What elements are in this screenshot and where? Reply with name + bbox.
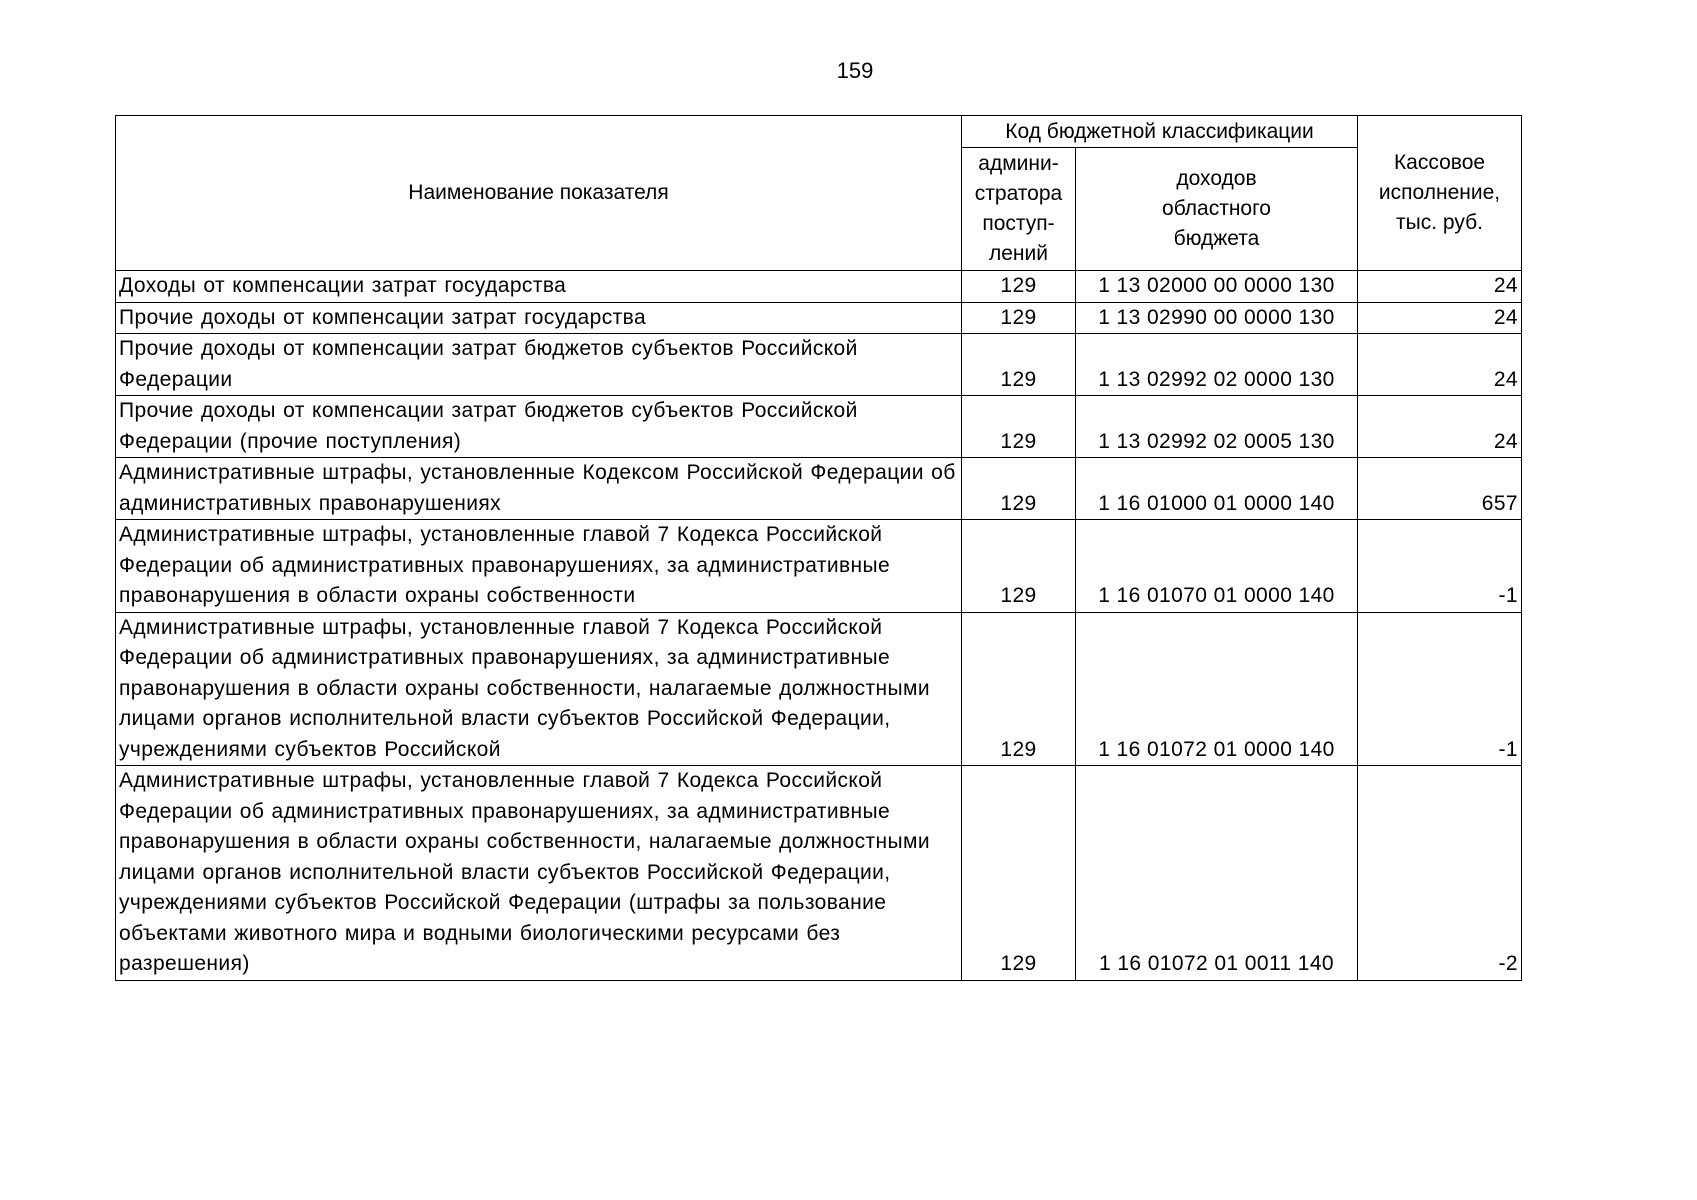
- row-admin: 129: [962, 612, 1076, 766]
- row-name: Административные штрафы, установленные главой 7 Кодекса Российской Федерации об административных правонарушениях, за административные правонарушения в области охраны собственности: [116, 520, 962, 613]
- table-row: [116, 302, 1522, 334]
- row-code: 1 16 01000 01 0000 140: [1076, 458, 1358, 520]
- row-amount: -2: [1358, 766, 1522, 981]
- row-amount: 24: [1358, 302, 1522, 334]
- table-row: [116, 766, 1522, 981]
- row-code: 1 16 01070 01 0000 140: [1076, 520, 1358, 613]
- row-name: Административные штрафы, установленные Кодексом Российской Федерации об административных правонарушениях: [116, 458, 962, 520]
- row-admin: 129: [962, 766, 1076, 981]
- row-admin: 129: [962, 520, 1076, 613]
- row-admin: 129: [962, 302, 1076, 334]
- row-name: Административные штрафы, установленные главой 7 Кодекса Российской Федерации об административных правонарушениях, за административные правонарушения в области охраны собственности, налагаемые должностными лицами органов исполнительной власти субъектов Российской Федерации, учреждениями субъектов Российской: [116, 612, 962, 766]
- header-amount: Кассовое исполнение, тыс. руб.: [1358, 116, 1522, 271]
- row-name: Прочие доходы от компенсации затрат бюджетов субъектов Российской Федерации (прочие поступления): [116, 396, 962, 458]
- row-code: 1 16 01072 01 0000 140: [1076, 612, 1358, 766]
- row-amount: 24: [1358, 396, 1522, 458]
- row-code: 1 13 02992 02 0000 130: [1076, 334, 1358, 396]
- row-admin: 129: [962, 271, 1076, 303]
- table-row: [116, 271, 1522, 303]
- row-amount: 24: [1358, 334, 1522, 396]
- header-code-group: Код бюджетной классификации: [962, 116, 1358, 148]
- row-amount: 657: [1358, 458, 1522, 520]
- row-name: Административные штрафы, установленные главой 7 Кодекса Российской Федерации об административных правонарушениях, за административные правонарушения в области охраны собственности, налагаемые должностными лицами органов исполнительной власти субъектов Российской Федерации, учреждениями субъектов Российской Федерации (штрафы за пользование объектами животного мира и водными биологическими ресурсами без разрешения): [116, 766, 962, 981]
- header-row-top: [116, 116, 1522, 148]
- table-row: [116, 458, 1522, 520]
- table-row: [116, 520, 1522, 613]
- row-admin: 129: [962, 334, 1076, 396]
- row-code: 1 13 02000 00 0000 130: [1076, 271, 1358, 303]
- header-income: доходов областного бюджета: [1076, 148, 1358, 271]
- row-admin: 129: [962, 458, 1076, 520]
- header-name: Наименование показателя: [116, 116, 962, 271]
- row-name: Доходы от компенсации затрат государства: [116, 271, 962, 303]
- table-row: [116, 334, 1522, 396]
- row-code: 1 13 02992 02 0005 130: [1076, 396, 1358, 458]
- row-name: Прочие доходы от компенсации затрат бюджетов субъектов Российской Федерации: [116, 334, 962, 396]
- row-admin: 129: [962, 396, 1076, 458]
- page-number: 159: [836, 58, 874, 83]
- budget-table: [115, 115, 1522, 981]
- row-amount: -1: [1358, 612, 1522, 766]
- row-amount: 24: [1358, 271, 1522, 303]
- row-code: 1 13 02990 00 0000 130: [1076, 302, 1358, 334]
- table-row: [116, 612, 1522, 766]
- row-code: 1 16 01072 01 0011 140: [1076, 766, 1358, 981]
- table-row: [116, 396, 1522, 458]
- row-amount: -1: [1358, 520, 1522, 613]
- row-name: Прочие доходы от компенсации затрат государства: [116, 302, 962, 334]
- header-admin: админи- стратора поступ- лений: [962, 148, 1076, 271]
